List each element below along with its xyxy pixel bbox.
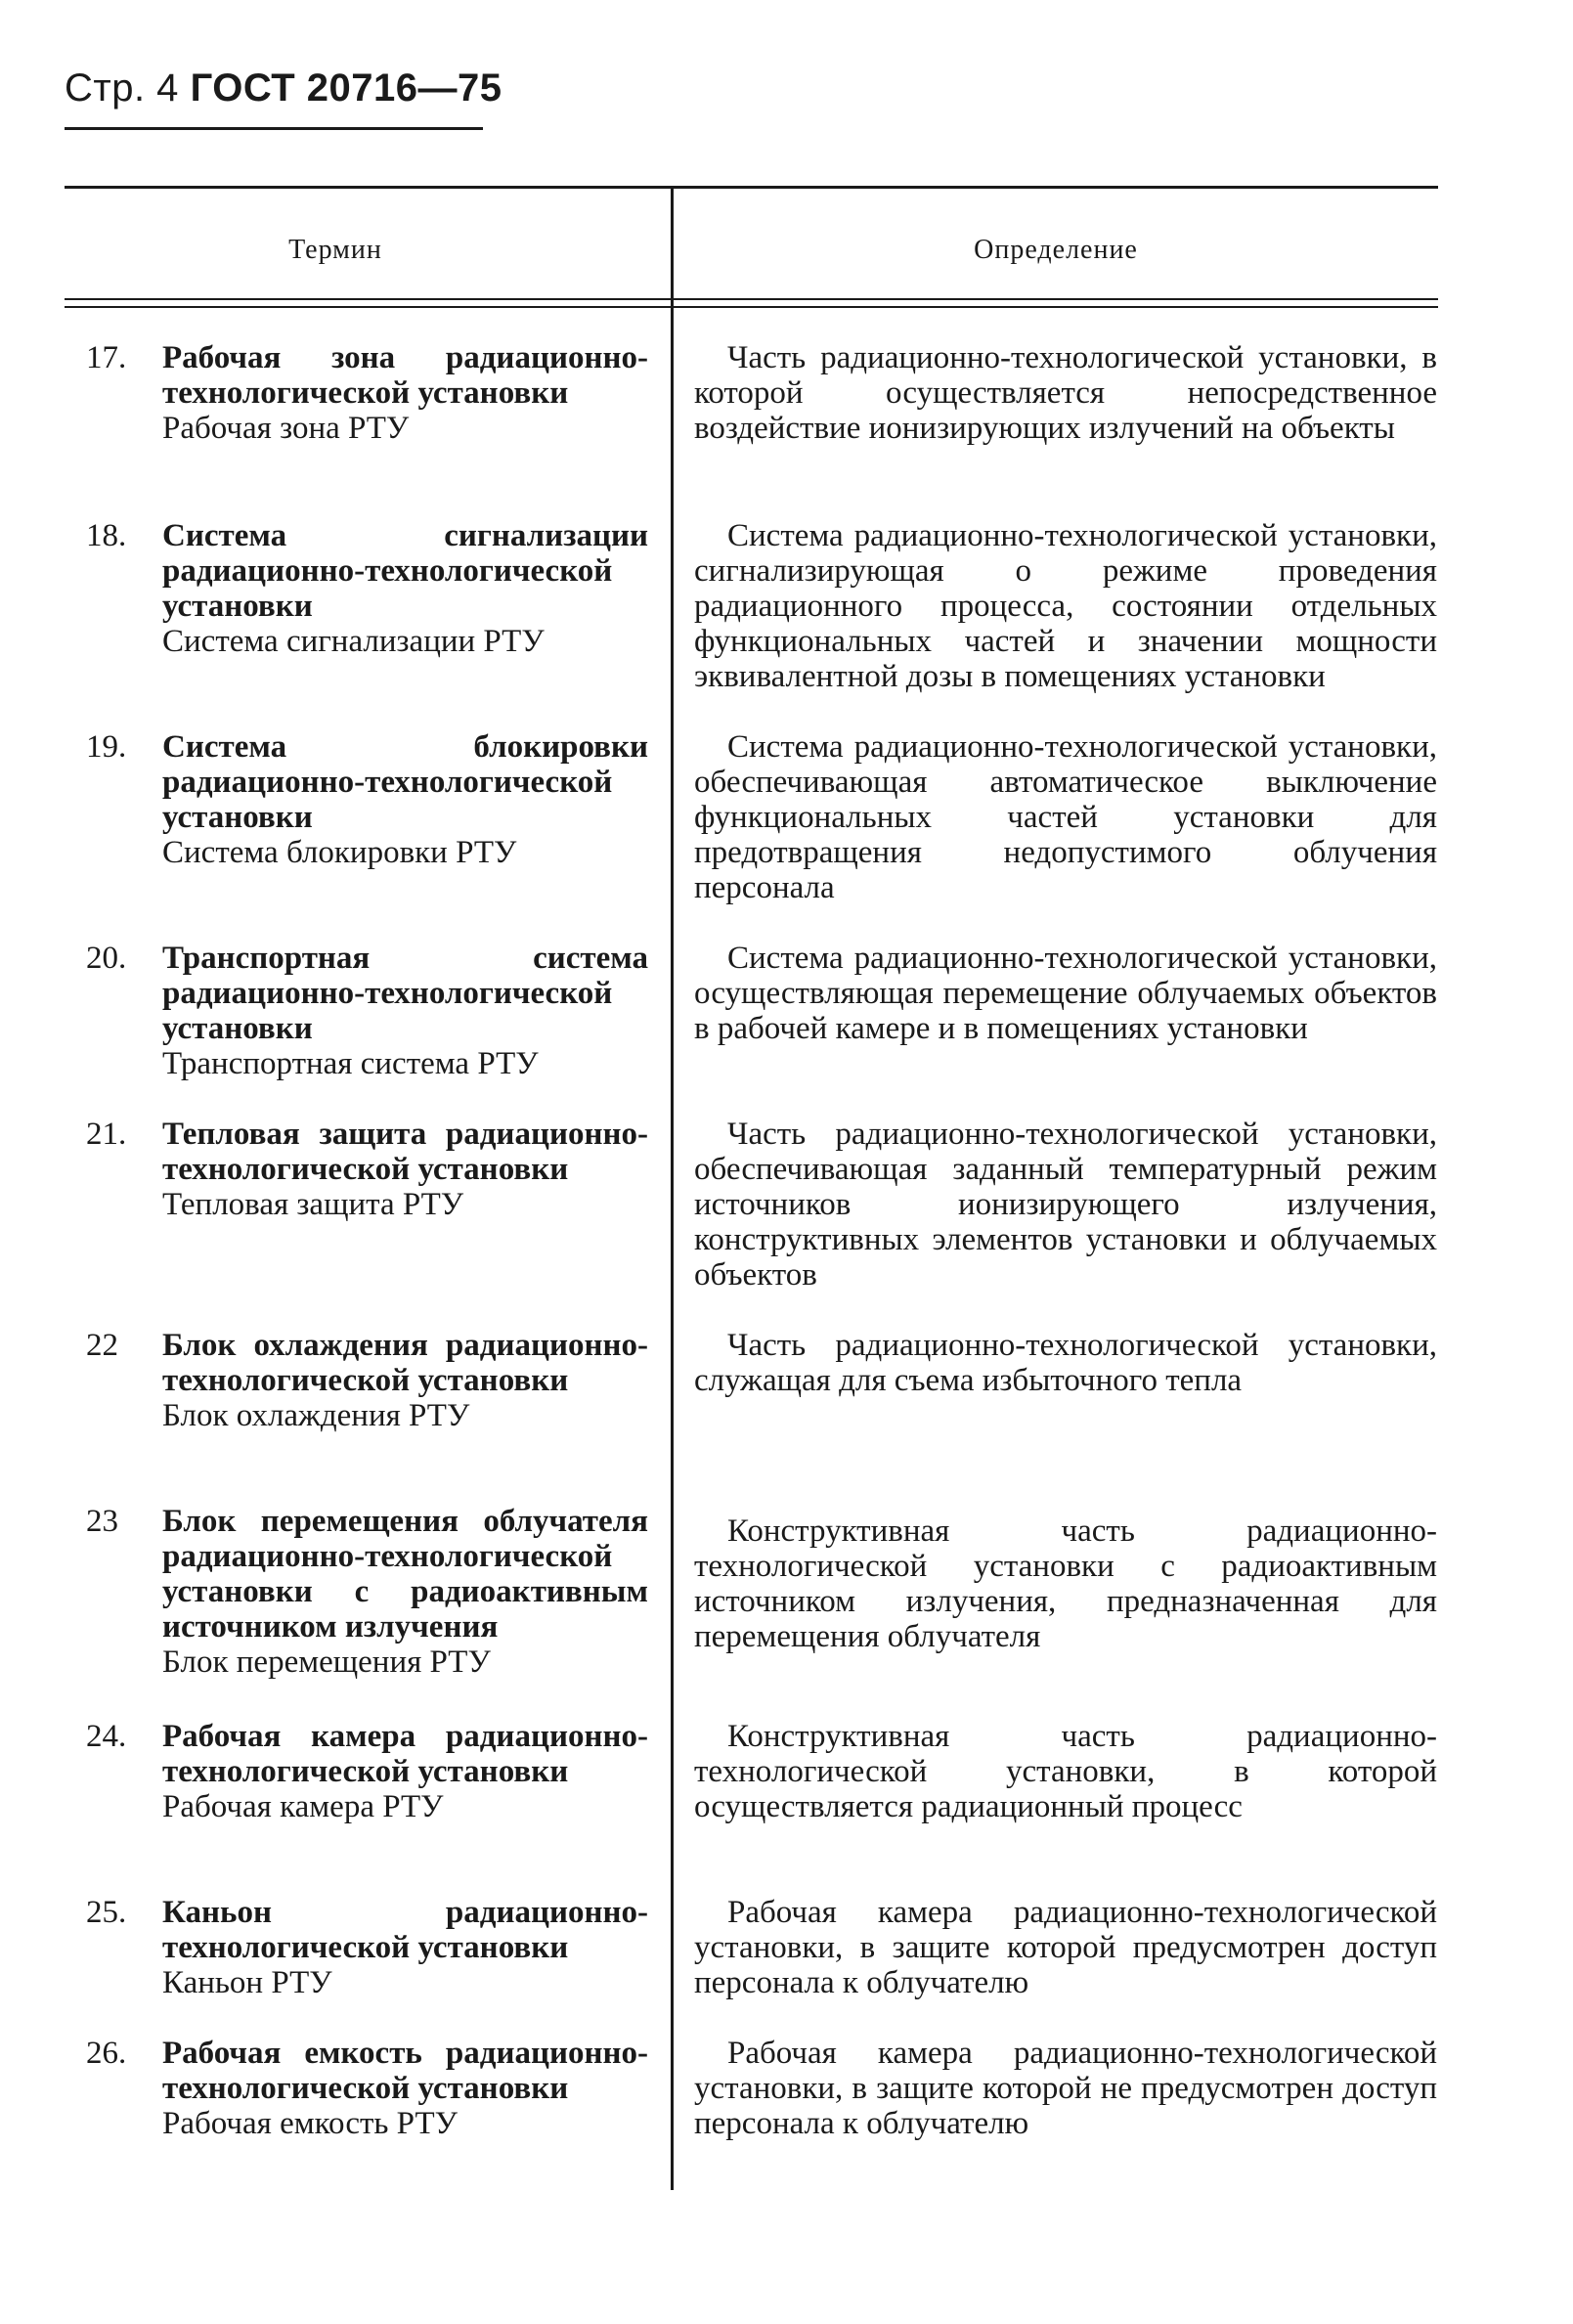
definition-cell: Система радиационно-технологической установки, сигнализирующая о режиме проведения радиационного процесса, состоянии отдельных функциональных частей и значении мощности эквивалентной дозы в помещениях установки xyxy=(694,518,1437,694)
table-top-border xyxy=(65,186,1438,189)
term-name: Система сигнализации радиационно-технологической установки xyxy=(162,518,648,624)
term-short-form: Система блокировки РТУ xyxy=(162,835,517,870)
term-cell xyxy=(86,1504,648,1680)
definition-cell: Система радиационно-технологической установки, обеспечивающая автоматическое выключение функциональных частей установки для предотвращения недопустимого облучения персонала xyxy=(694,729,1437,905)
standard-code: ГОСТ 20716—75 xyxy=(190,66,502,110)
term-cell xyxy=(86,941,648,1081)
term-name: Рабочая зона радиационно-технологической установки xyxy=(162,340,648,411)
term-short-form: Транспортная система РТУ xyxy=(162,1046,539,1081)
term-cell xyxy=(86,518,648,659)
term-name: Тепловая защита радиационно-технологической установки xyxy=(162,1117,648,1187)
definition-cell: Часть радиационно-технологической установки, служащая для съема избыточного тепла xyxy=(694,1328,1437,1398)
term-number: 25. xyxy=(86,1895,127,1930)
column-divider xyxy=(671,186,674,2190)
term-cell xyxy=(86,1719,648,1824)
term-cell xyxy=(86,1328,648,1433)
term-number: 18. xyxy=(86,518,127,553)
term-number: 26. xyxy=(86,2036,127,2071)
term-name: Рабочая емкость радиационно-технологической установки xyxy=(162,2036,648,2106)
definition-cell: Рабочая камера радиационно-технологической установки, в защите которой предусмотрен доступ персонала к облучателю xyxy=(694,1895,1437,2000)
term-number: 21. xyxy=(86,1117,127,1152)
column-header-definition: Определение xyxy=(974,235,1138,265)
term-short-form: Блок перемещения РТУ xyxy=(162,1644,491,1680)
term-name: Транспортная система радиационно-технологической установки xyxy=(162,941,648,1046)
term-number: 20. xyxy=(86,941,127,976)
term-name: Система блокировки радиационно-технологической установки xyxy=(162,729,648,835)
term-short-form: Рабочая камера РТУ xyxy=(162,1789,444,1824)
term-short-form: Система сигнализации РТУ xyxy=(162,624,545,659)
term-name: Рабочая камера радиационно-технологической установки xyxy=(162,1719,648,1789)
term-short-form: Рабочая емкость РТУ xyxy=(162,2106,458,2141)
term-short-form: Тепловая защита РТУ xyxy=(162,1187,464,1222)
definition-cell: Конструктивная часть радиационно-технологической установки, в которой осуществляется радиационный процесс xyxy=(694,1719,1437,1824)
definition-cell: Часть радиационно-технологической установки, обеспечивающая заданный температурный режим источников ионизирующего излучения, конструктивных элементов установки и облучаемых объектов xyxy=(694,1117,1437,1293)
term-name: Каньон радиационно-технологической установки xyxy=(162,1895,648,1965)
term-cell xyxy=(86,340,648,446)
column-header-term: Термин xyxy=(288,235,382,265)
header-underline xyxy=(65,127,483,130)
term-cell xyxy=(86,2036,648,2141)
term-name: Блок перемещения облучателя радиационно-технологической установки с радиоактивным источником излучения xyxy=(162,1504,648,1644)
page-number: Стр. 4 xyxy=(65,66,179,110)
term-number: 17. xyxy=(86,340,127,375)
definition-cell: Система радиационно-технологической установки, осуществляющая перемещение облучаемых объектов в рабочей камере и в помещениях установки xyxy=(694,941,1437,1046)
header-double-rule xyxy=(65,298,1438,308)
term-name: Блок охлаждения радиационно-технологической установки xyxy=(162,1328,648,1398)
term-number: 22 xyxy=(86,1328,118,1363)
term-cell xyxy=(86,1895,648,2000)
definition-cell: Рабочая камера радиационно-технологической установки, в защите которой не предусмотрен доступ персонала к облучателю xyxy=(694,2036,1437,2141)
term-number: 23 xyxy=(86,1504,118,1539)
term-cell xyxy=(86,1117,648,1222)
definition-cell: Конструктивная часть радиационно-технологической установки с радиоактивным источником излучения, предназначенная для перемещения облучателя xyxy=(694,1513,1437,1654)
term-number: 19. xyxy=(86,729,127,765)
page-header xyxy=(65,66,502,110)
term-cell xyxy=(86,729,648,870)
term-short-form: Каньон РТУ xyxy=(162,1965,332,2000)
term-short-form: Рабочая зона РТУ xyxy=(162,411,410,446)
term-short-form: Блок охлаждения РТУ xyxy=(162,1398,470,1433)
term-number: 24. xyxy=(86,1719,127,1754)
definition-cell: Часть радиационно-технологической установки, в которой осуществляется непосредственное воздействие ионизирующих излучений на объекты xyxy=(694,340,1437,446)
